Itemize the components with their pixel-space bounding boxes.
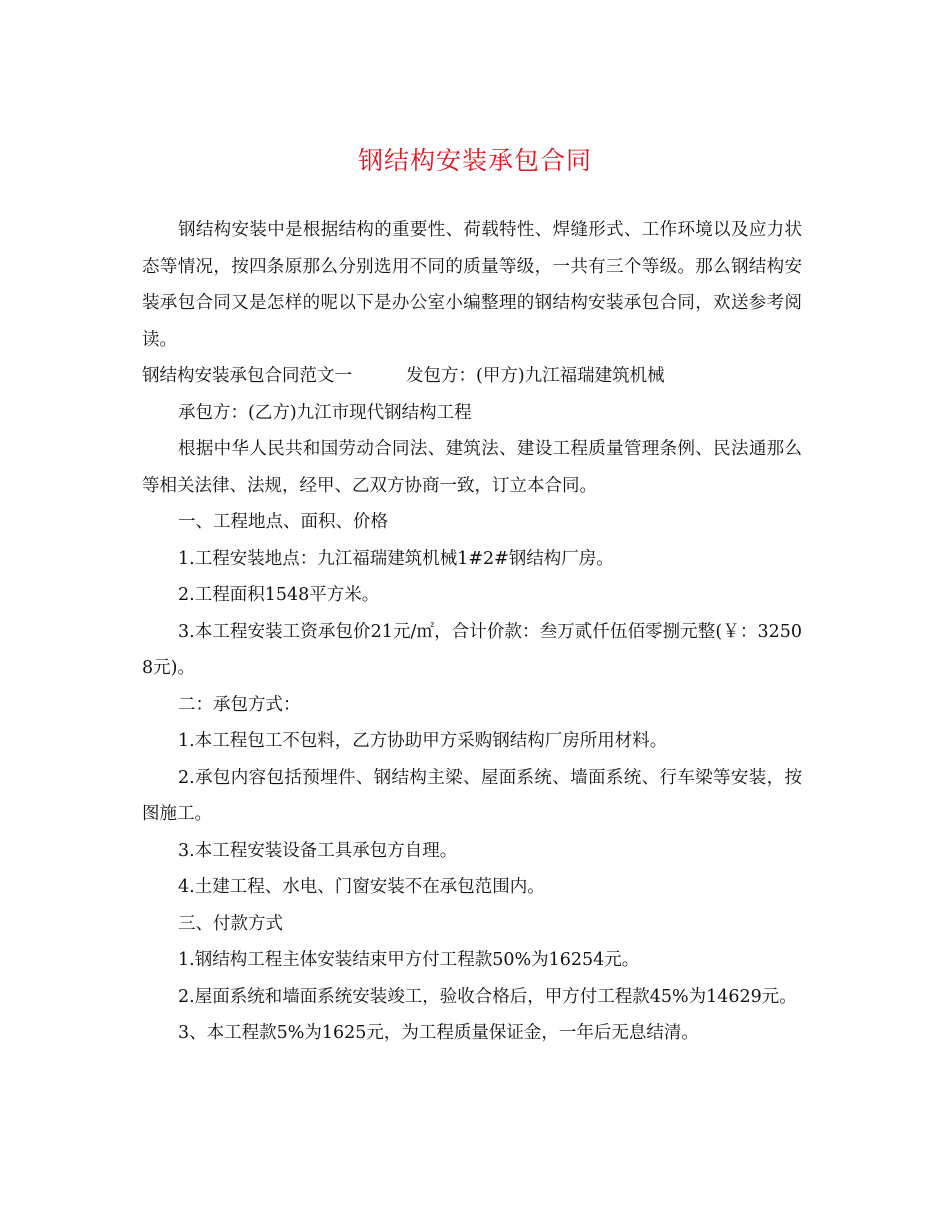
section-3-item-3: 3、本工程款5%为1625元，为工程质量保证金，一年后无息结清。 [178, 1023, 699, 1043]
section-2-item-1: 1.本工程包工不包料，乙方协助甲方采购钢结构厂房所用材料。 [178, 731, 668, 751]
section-1-item-2: 2.工程面积1548平方米。 [178, 585, 380, 605]
section-2-item-3: 3.本工程安装设备工具承包方自理。 [178, 840, 458, 861]
section-3-item-1: 1.钢结构工程主体安装结束甲方付工程款50%为16254元。 [178, 950, 640, 970]
sample-heading-line [142, 358, 802, 395]
party-a: 发包方：(甲方)九江福瑞建筑机械 [406, 366, 665, 386]
section-2-item-4: 4.土建工程、水电、门窗安装不在承包范围内。 [178, 877, 545, 897]
section-1-item-1: 1.工程安装地点：九江福瑞建筑机械1#2#钢结构厂房。 [178, 548, 614, 569]
section-3-item-2: 2.屋面系统和墙面系统安装竣工，验收合格后，甲方付工程款45%为14629元。 [178, 986, 797, 1007]
basis-paragraph: 根据中华人民共和国劳动合同法、建筑法、建设工程质量管理条例、民法通那么等相关法律、法规，经甲、乙双方协商一致，订立本合同。 [142, 439, 802, 496]
section-1-title: 一、工程地点、面积、价格 [178, 512, 388, 532]
party-b: 承包方：(乙方)九江市现代钢结构工程 [178, 402, 472, 423]
section-2-title: 二：承包方式： [178, 694, 301, 715]
document-title: 钢结构安装承包合同 [357, 146, 592, 175]
section-2-item-2: 2.承包内容包括预埋件、钢结构主梁、屋面系统、墙面系统、行车梁等安装，按图施工。 [142, 767, 802, 824]
sample-heading: 钢结构安装承包合同范文一 [142, 366, 352, 386]
section-3-title: 三、付款方式 [178, 913, 283, 934]
intro-paragraph: 钢结构安装中是根据结构的重要性、荷载特性、焊缝形式、工作环境以及应力状态等情况，按四条原那么分别选用不同的质量等级，一共有三个等级。那么钢结构安装承包合同又是怎样的呢以下是办公室小编整理的钢结构安装承包合同，欢送参考阅读。 [142, 220, 802, 350]
section-1-item-3: 3.本工程安装工资承包价21元/㎡，合计价款：叁万贰仟伍佰零捌元整(￥：32508元)。 [142, 621, 802, 678]
document-body [142, 212, 802, 1052]
